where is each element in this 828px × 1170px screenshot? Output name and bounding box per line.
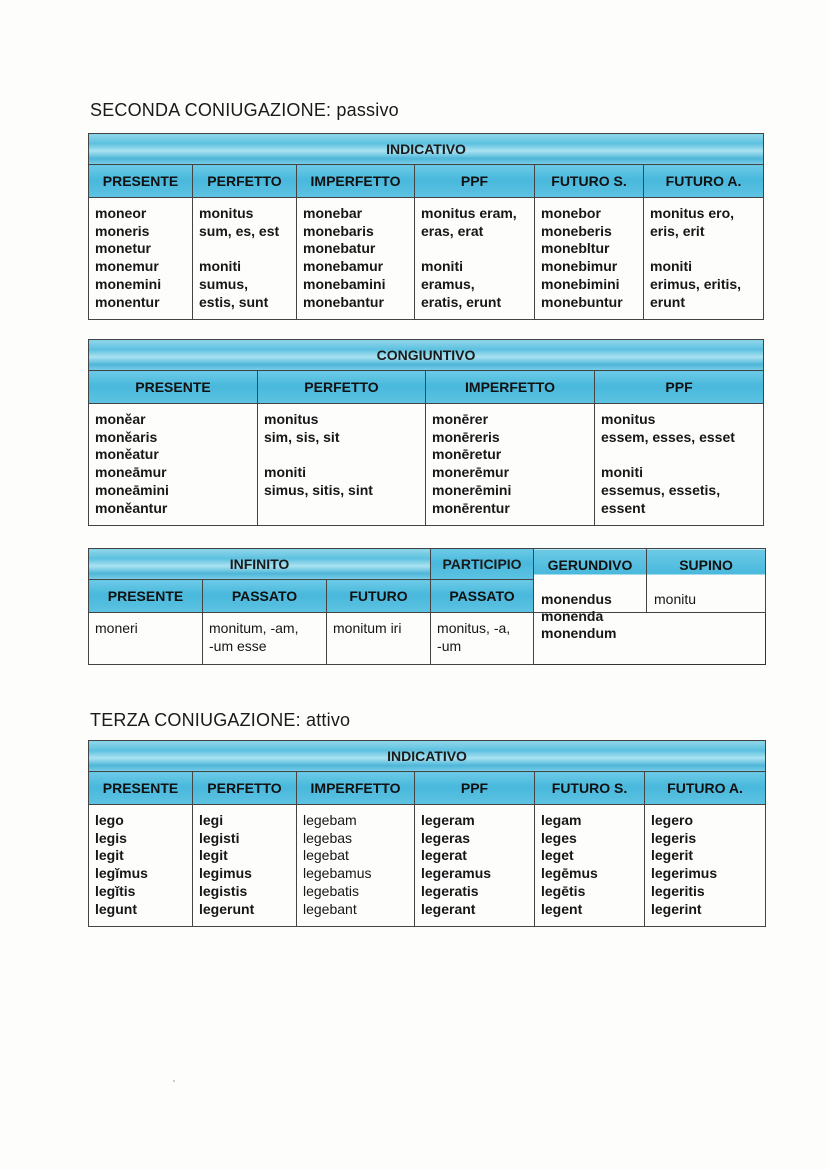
cell-imperfetto: monērer monēreris monēretur monerēmur monerēmini monērentur: [426, 404, 595, 526]
cell-perfetto: legi legisti legit legimus legistis legerunt: [193, 805, 297, 927]
header-participio-passato: PASSATO: [431, 580, 534, 613]
header-passato: PASSATO: [203, 580, 327, 613]
band-supino: SUPINO: [647, 549, 766, 613]
header-perfetto: PERFETTO: [193, 772, 297, 805]
cell-imperfetto: legebam legebas legebat legebamus legebatis legebant: [297, 805, 415, 927]
cell-infinito-presente: moneri: [89, 613, 203, 665]
cell-futuro-s: monebor moneberis monebltur monebimur monebimini monebuntur: [535, 198, 644, 320]
table-congiuntivo-passivo: [88, 339, 764, 526]
header-futuro: FUTURO: [327, 580, 431, 613]
cell-perfetto: monitus sim, sis, sit moniti simus, sitis, sint: [258, 404, 426, 526]
cell-perfetto: monitus sum, es, est moniti sumus, estis, sunt: [193, 198, 297, 320]
table-indicativo-passivo: [88, 133, 764, 320]
band-indicativo: INDICATIVO: [89, 134, 764, 165]
header-imperfetto: IMPERFETTO: [426, 371, 595, 404]
band-gerundivo: GERUNDIVO: [534, 549, 647, 613]
cell-ppf: monitus eram, eras, erat moniti eramus, eratis, erunt: [415, 198, 535, 320]
band-indicativo: INDICATIVO: [89, 741, 766, 772]
header-ppf: PPF: [595, 371, 764, 404]
cell-participio-passato: monitus, -a, -um: [431, 613, 534, 665]
table-indicativo-attivo: [88, 740, 766, 927]
header-perfetto: PERFETTO: [258, 371, 426, 404]
band-congiuntivo: CONGIUNTIVO: [89, 340, 764, 371]
cell-presente: moněar moněaris moněatur moneāmur moneāmini moněantur: [89, 404, 258, 526]
cell-presente: moneor moneris monetur monemur monemini monentur: [89, 198, 193, 320]
header-futuro-a: FUTURO A.: [644, 165, 764, 198]
cell-imperfetto: monebar monebaris monebatur monebamur monebamini monebantur: [297, 198, 415, 320]
cell-futuro-a: legero legeris legerit legerimus legeritis legerint: [645, 805, 766, 927]
header-ppf: PPF: [415, 165, 535, 198]
section-title-seconda-passivo: SECONDA CONIUGAZIONE: passivo: [90, 100, 399, 120]
header-futuro-s: FUTURO S.: [535, 772, 645, 805]
cell-infinito-passato: monitum, -am, -um esse: [203, 613, 327, 665]
section-title-terza-attivo: TERZA CONIUGAZIONE: attivo: [90, 710, 351, 730]
cell-ppf: monitus essem, esses, esset moniti essemus, essetis, essent: [595, 404, 764, 526]
band-infinito: INFINITO: [89, 549, 431, 580]
header-perfetto: PERFETTO: [193, 165, 297, 198]
scan-speck: [173, 1080, 175, 1082]
header-imperfetto: IMPERFETTO: [297, 165, 415, 198]
cell-infinito-futuro: monitum iri: [327, 613, 431, 665]
header-presente: PRESENTE: [89, 371, 258, 404]
supino-form: monitu: [654, 591, 697, 607]
cell-ppf: legeram legeras legerat legeramus legeratis legerant: [415, 805, 535, 927]
header-imperfetto: IMPERFETTO: [297, 772, 415, 805]
header-presente: PRESENTE: [89, 165, 193, 198]
cell-futuro-s: legam leges leget legēmus legētis legent: [535, 805, 645, 927]
header-presente: PRESENTE: [89, 580, 203, 613]
gerundivo-forms: monendus monenda monendum: [541, 591, 617, 641]
band-participio: PARTICIPIO: [431, 549, 534, 580]
cell-presente: lego legis legit legĭmus legĭtis legunt: [89, 805, 193, 927]
header-ppf: PPF: [415, 772, 535, 805]
header-futuro-s: FUTURO S.: [535, 165, 644, 198]
cell-futuro-a: monitus ero, eris, erit moniti erimus, eritis, erunt: [644, 198, 764, 320]
header-futuro-a: FUTURO A.: [645, 772, 766, 805]
header-presente: PRESENTE: [89, 772, 193, 805]
